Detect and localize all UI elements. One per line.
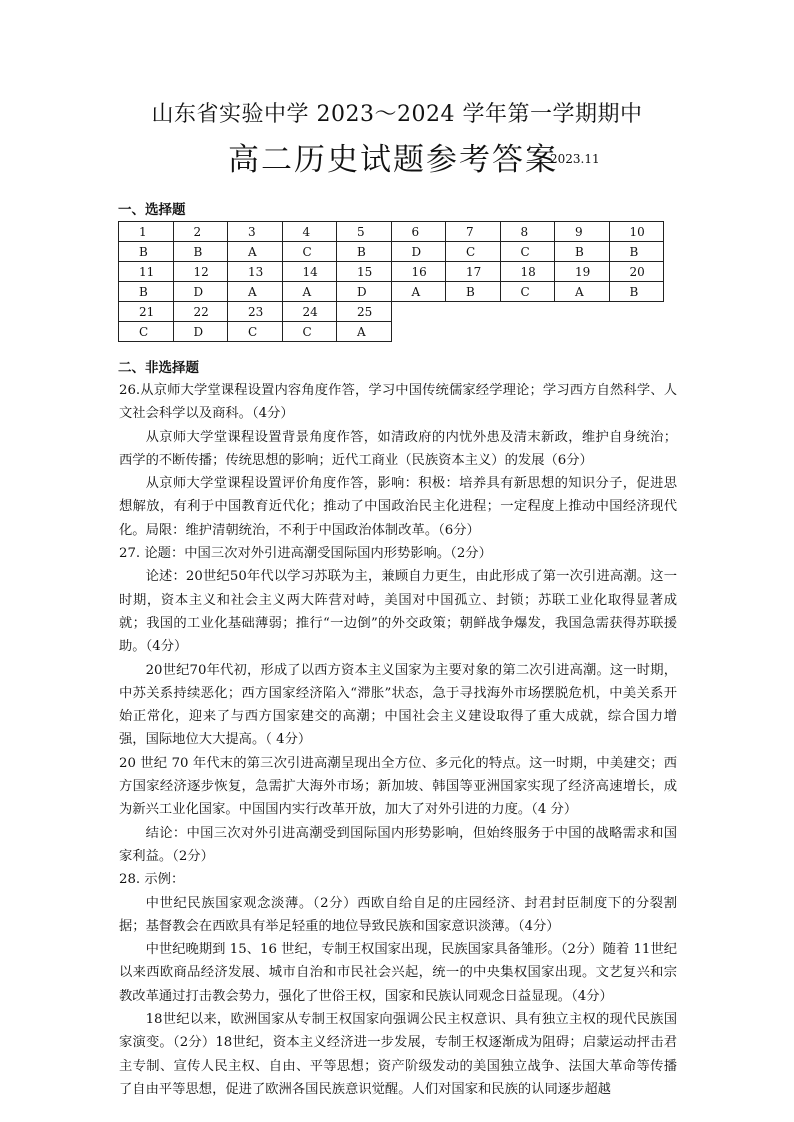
exam-date: 2023.11 [550,152,600,166]
answer-cell: A [337,322,392,342]
empty-cell [555,302,610,322]
table-row [119,262,664,282]
answer-table [118,221,664,342]
question-number: 7 [446,222,501,242]
section-heading-choice: 一、选择题 [118,202,186,218]
table-row [119,282,664,302]
question-number: 15 [337,262,392,282]
table-row [119,322,664,342]
answer-cell: D [173,282,228,302]
answer-cell: B [337,242,392,262]
question-number: 5 [337,222,392,242]
question-number: 14 [282,262,337,282]
paragraph: 20 世纪 70 年代末的第三次引进高潮呈现出全方位、多元化的特点。这一时期，中美建交；西方国家经济逐步恢复，急需扩大海外市场；新加坡、韩国等亚洲国家实现了经济高速增长，成为新兴工业化国家。中国国内实行改革开放，加大了对外引进的力度。（4 分） [119,755,677,818]
answer-cell: B [609,282,664,302]
paragraph: 中世纪民族国家观念淡薄。（2分）西欧自给自足的庄园经济、封君封臣制度下的分裂割据；基督教会在西欧具有举足轻重的地位导致民族和国家意识淡薄。（4分） [119,895,677,934]
answer-cell: C [228,322,283,342]
answer-cell: B [609,242,664,262]
paragraph: 论述：20世纪50年代以学习苏联为主，兼顾自力更生，由此形成了第一次引进高潮。这一时期，资本主义和社会主义两大阵营对峙，美国对中国孤立、封锁；苏联工业化取得显著成就；我国的工业化基础薄弱；推行“一边倒”的外交政策；朝鲜战争爆发，我国急需获得苏联援助。（4分） [119,569,677,655]
paragraph: 中世纪晚期到 15、16 世纪，专制王权国家出现，民族国家具备雏形。（2分）随着 11世纪以来西欧商品经济发展、城市自治和市民社会兴起，统一的中央集权国家出现。文艺复兴和宗教改革通过打击教会势力，强化了世俗王权，国家和民族认同观念日益显现。（4分） [119,942,677,1004]
empty-cell [609,322,664,342]
question-number: 3 [228,222,283,242]
answer-cell: A [391,282,446,302]
answer-body [119,379,677,1101]
answer-cell: C [500,282,555,302]
empty-cell [391,302,446,322]
school-exam-title: 山东省实验中学 2023～2024 学年第一学期期中 [151,102,643,127]
answer-cell: A [228,242,283,262]
answer-cell: C [282,322,337,342]
table-row [119,302,664,322]
question-number: 6 [391,222,446,242]
paragraph: 27. 论题：中国三次对外引进高潮受国际国内形势影响。（2分） [119,546,492,562]
answer-cell: B [119,242,174,262]
answer-cell: B [173,242,228,262]
question-number: 8 [500,222,555,242]
answer-cell: D [173,322,228,342]
question-number: 22 [173,302,228,322]
empty-cell [500,322,555,342]
empty-cell [446,302,501,322]
answer-cell: D [391,242,446,262]
answer-cell: C [500,242,555,262]
question-number: 13 [228,262,283,282]
empty-cell [609,302,664,322]
question-number: 1 [119,222,174,242]
question-number: 17 [446,262,501,282]
question-number: 20 [609,262,664,282]
empty-cell [446,322,501,342]
answer-cell: D [337,282,392,302]
paragraph: 18世纪以来，欧洲国家从专制王权国家向强调公民主权意识、具有独立主权的现代民族国家演变。（2分）18世纪，资本主义经济进一步发展，专制王权逐渐成为阻碍；启蒙运动抨击君主专制、宣传人民主权、自由、平等思想；资产阶级发动的美国独立战争、法国大革命等传播了自由平等思想，促进了欧洲各国民族意识觉醒。人们对国家和民族的认同逐步超越 [119,1012,677,1097]
answer-cell: C [282,242,337,262]
question-number: 19 [555,262,610,282]
paragraph: 从京师大学堂课程设置评价角度作答，影响：积极：培养具有新思想的知识分子，促进思想解放，有利于中国教育近代化；推动了中国政治民主化进程；一定程度上推动中国经济现代化。局限：维护清朝统治，不利于中国政治体制改革。（6分） [119,476,677,538]
answer-cell: B [119,282,174,302]
paragraph: 20世纪70年代初，形成了以西方资本主义国家为主要对象的第二次引进高潮。这一时期，中苏关系持续恶化；西方国家经济陷入“滞胀”状态，急于寻找海外市场摆脱危机，中美关系开始正常化，迎来了与西方国家建交的高潮；中国社会主义建设取得了重大成就，综合国力增强，国际地位大大提高。（ 4分） [119,662,677,748]
paragraph: 28. 示例： [119,872,185,888]
question-number: 23 [228,302,283,322]
question-number: 12 [173,262,228,282]
paragraph: 26.从京师大学堂课程设置内容角度作答，学习中国传统儒家经学理论；学习西方自然科学、人文社会科学以及商科。（4分） [119,383,677,422]
paragraph: 从京师大学堂课程设置背景角度作答，如清政府的内忧外患及清末新政，维护自身统治；西学的不断传播；传统思想的影响；近代工商业（民族资本主义）的发展（6分） [119,429,677,468]
question-number: 9 [555,222,610,242]
table-row [119,242,664,262]
page-title: 高二历史试题参考答案 [228,142,558,178]
question-number: 16 [391,262,446,282]
answer-cell: A [282,282,337,302]
answer-cell: B [555,242,610,262]
empty-cell [500,302,555,322]
question-number: 24 [282,302,337,322]
question-number: 11 [119,262,174,282]
answer-cell: B [446,282,501,302]
table-row [119,222,664,242]
answer-cell: C [119,322,174,342]
question-number: 25 [337,302,392,322]
answer-cell: C [446,242,501,262]
question-number: 18 [500,262,555,282]
question-number: 2 [173,222,228,242]
answer-cell: A [228,282,283,302]
section-heading-nonchoice: 二、非选择题 [118,360,199,376]
paragraph: 结论：中国三次对外引进高潮受到国际国内形势影响，但始终服务于中国的战略需求和国家利益。（2分） [119,825,677,864]
empty-cell [555,322,610,342]
question-number: 4 [282,222,337,242]
question-number: 21 [119,302,174,322]
empty-cell [391,322,446,342]
question-number: 10 [609,222,664,242]
answer-cell: A [555,282,610,302]
